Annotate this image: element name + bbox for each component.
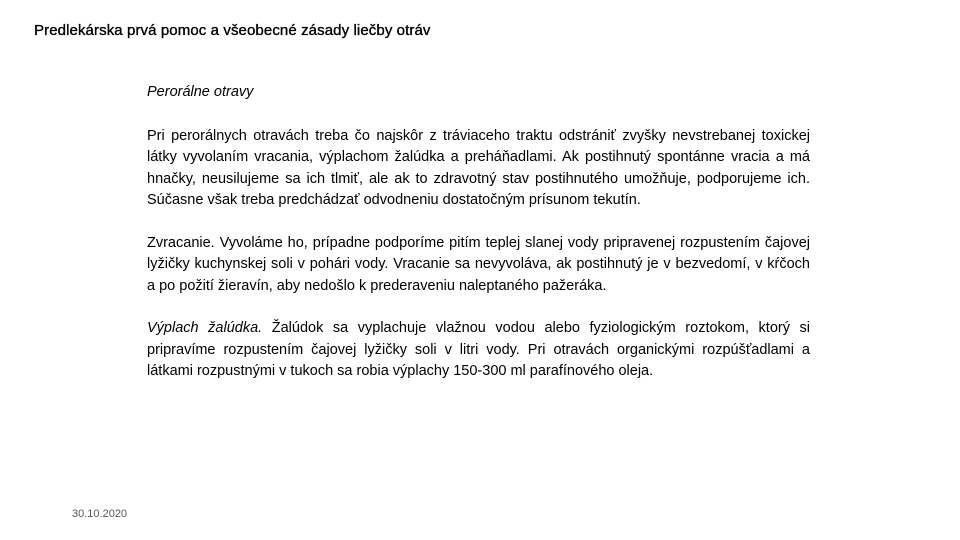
slide-title: Predlekárska prvá pomoc a všeobecné zásady liečby otráv <box>34 22 431 39</box>
slide-content <box>147 82 810 404</box>
vomiting-lead: Zvracanie. <box>147 234 215 251</box>
vomiting-paragraph <box>147 233 810 298</box>
section-title: Perorálne otravy <box>147 84 254 100</box>
vomiting-text: Vyvoláme ho, prípadne podporíme pitím teplej slanej vody pripravenej rozpustením čajovej lyžičky kuchynskej soli v pohári vody. Vracanie sa nevyvoláva, ak postihnutý je v bezvedomí, v kŕčoch a po požití žieravín, aby nedošlo k prederaveniu naleptaného pažeráka. <box>147 234 810 294</box>
footer-date: 30.10.2020 <box>72 508 128 520</box>
lavage-paragraph <box>147 318 810 383</box>
intro-paragraph: Pri perorálnych otravách treba čo najskôr z tráviaceho traktu odstrániť zvyšky nevstrebanej toxickej látky vyvolaním vracania, výplachom žalúdka a preháňadlami. Ak postihnutý spontánne vracia a má hnačky, neusilujeme sa ich tlmiť, ale ak to zdravotný stav postihnutého umožňuje, podporujeme ich. Súčasne však treba predchádzať odvodneniu dostatočným prísunom tekutín. <box>147 127 810 208</box>
lavage-text: Žalúdok sa vyplachuje vlažnou vodou alebo fyziologickým roztokom, ktorý si pripravíme rozpustením čajovej lyžičky soli v litri vody. Pri otravách organickými rozpúšťadlami a látkami rozpustnými v tukoch sa robia výplachy 150-300 ml parafínového oleja. <box>147 320 810 379</box>
lavage-lead: Výplach žalúdka. <box>147 320 263 336</box>
